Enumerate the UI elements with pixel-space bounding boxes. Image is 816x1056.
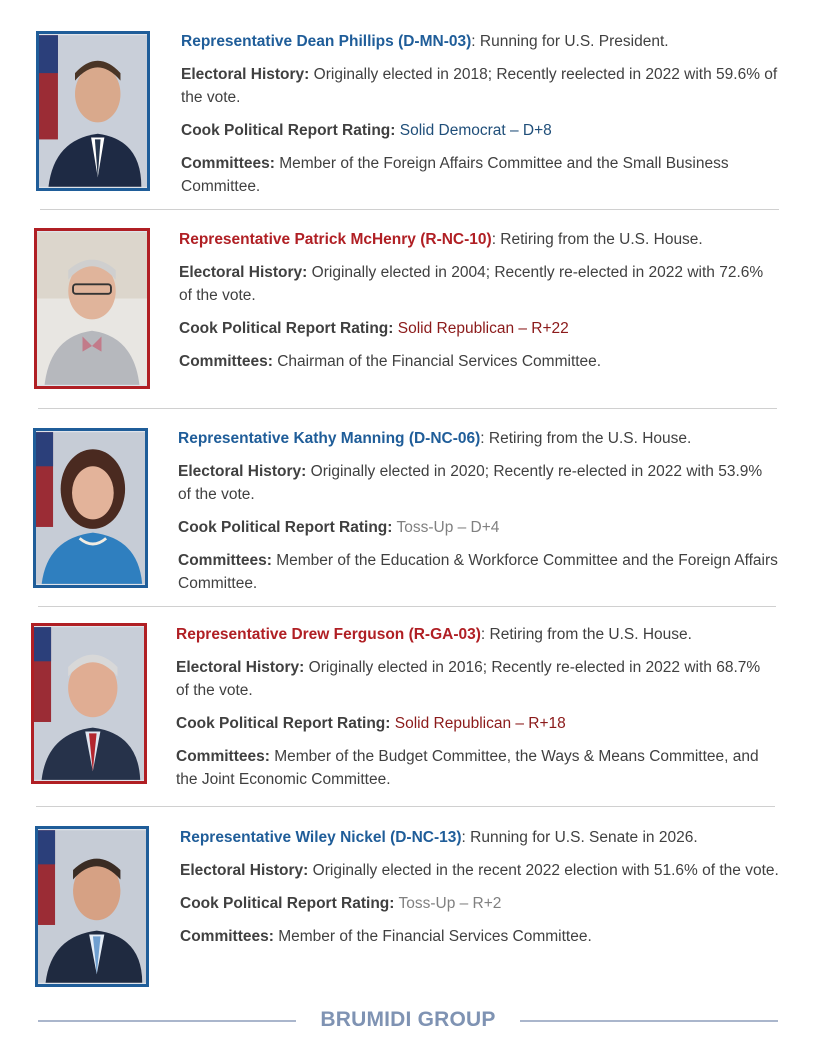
rep-name: Representative Drew Ferguson (R-GA-03)	[176, 626, 481, 643]
rating-label: Cook Political Report Rating:	[181, 122, 396, 139]
entry-5-text	[180, 826, 782, 958]
electoral-history: Originally elected in the recent 2022 election with 51.6% of the vote.	[308, 862, 779, 879]
rating-label: Cook Political Report Rating:	[180, 895, 395, 912]
portrait-image	[34, 626, 144, 781]
rep-status: : Retiring from the U.S. House.	[480, 626, 692, 643]
rep-name: Representative Wiley Nickel (D-NC-13)	[180, 829, 462, 846]
rep-status: : Running for U.S. President.	[471, 33, 669, 50]
footer-logo: BRUMIDI GROUP	[320, 1008, 496, 1031]
divider	[38, 408, 777, 409]
rating-label: Cook Political Report Rating:	[179, 320, 394, 337]
committees-label: Committees:	[176, 748, 270, 765]
cook-rating: Solid Democrat – D+8	[395, 122, 552, 139]
electoral-history: Originally elected in 2016; Recently re-elected in 2022 with 68.7% of the vote.	[176, 659, 761, 699]
committees-label: Committees:	[179, 353, 273, 370]
portrait-photo	[36, 31, 150, 191]
committees-text: Member of the Budget Committee, the Ways & Means Committee, and the Joint Economic Committee.	[176, 748, 759, 788]
electoral-label: Electoral History:	[180, 862, 309, 879]
portrait-image	[39, 34, 147, 188]
footer-line-right	[520, 1020, 778, 1022]
committees-label: Committees:	[180, 928, 274, 945]
electoral-label: Electoral History:	[176, 659, 305, 676]
rep-name: Representative Kathy Manning (D-NC-06)	[178, 430, 481, 447]
electoral-history: Originally elected in 2004; Recently re-elected in 2022 with 72.6% of the vote.	[179, 264, 764, 304]
committees-label: Committees:	[178, 552, 272, 569]
electoral-label: Electoral History:	[181, 66, 310, 83]
divider	[38, 606, 776, 607]
cook-rating: Solid Republican – R+22	[393, 320, 569, 337]
rating-label: Cook Political Report Rating:	[176, 715, 391, 732]
portrait-photo	[35, 826, 149, 987]
cook-rating: Solid Republican – R+18	[390, 715, 566, 732]
electoral-history: Originally elected in 2020; Recently re-elected in 2022 with 53.9% of the vote.	[178, 463, 763, 503]
electoral-label: Electoral History:	[179, 264, 308, 281]
electoral-label: Electoral History:	[178, 463, 307, 480]
electoral-history: Originally elected in 2018; Recently reelected in 2022 with 59.6% of the vote.	[181, 66, 778, 106]
entry-4-text	[176, 623, 776, 801]
entry-3-text	[178, 427, 778, 605]
portrait-image	[38, 829, 146, 984]
entry-2-text	[179, 228, 769, 383]
committees-text: Member of the Education & Workforce Committee and the Foreign Affairs Committee.	[178, 552, 778, 592]
cook-rating: Toss-Up – R+2	[394, 895, 502, 912]
portrait-photo	[31, 623, 147, 784]
rating-label: Cook Political Report Rating:	[178, 519, 393, 536]
cook-rating: Toss-Up – D+4	[392, 519, 500, 536]
committees-text: Chairman of the Financial Services Committee.	[272, 353, 602, 370]
footer-line-left	[38, 1020, 296, 1022]
rep-status: : Retiring from the U.S. House.	[480, 430, 692, 447]
portrait-photo	[34, 228, 150, 389]
committees-text: Member of the Foreign Affairs Committee and the Small Business Committee.	[181, 155, 729, 195]
rep-status: : Running for U.S. Senate in 2026.	[461, 829, 698, 846]
committees-text: Member of the Financial Services Committee.	[273, 928, 592, 945]
divider	[40, 209, 779, 210]
portrait-photo	[33, 428, 148, 588]
divider	[36, 806, 775, 807]
portrait-image	[37, 231, 147, 386]
rep-name: Representative Patrick McHenry (R-NC-10)	[179, 231, 492, 248]
entry-1-text	[181, 30, 781, 208]
rep-name: Representative Dean Phillips (D-MN-03)	[181, 33, 472, 50]
committees-label: Committees:	[181, 155, 275, 172]
portrait-image	[36, 431, 145, 585]
rep-status: : Retiring from the U.S. House.	[491, 231, 703, 248]
